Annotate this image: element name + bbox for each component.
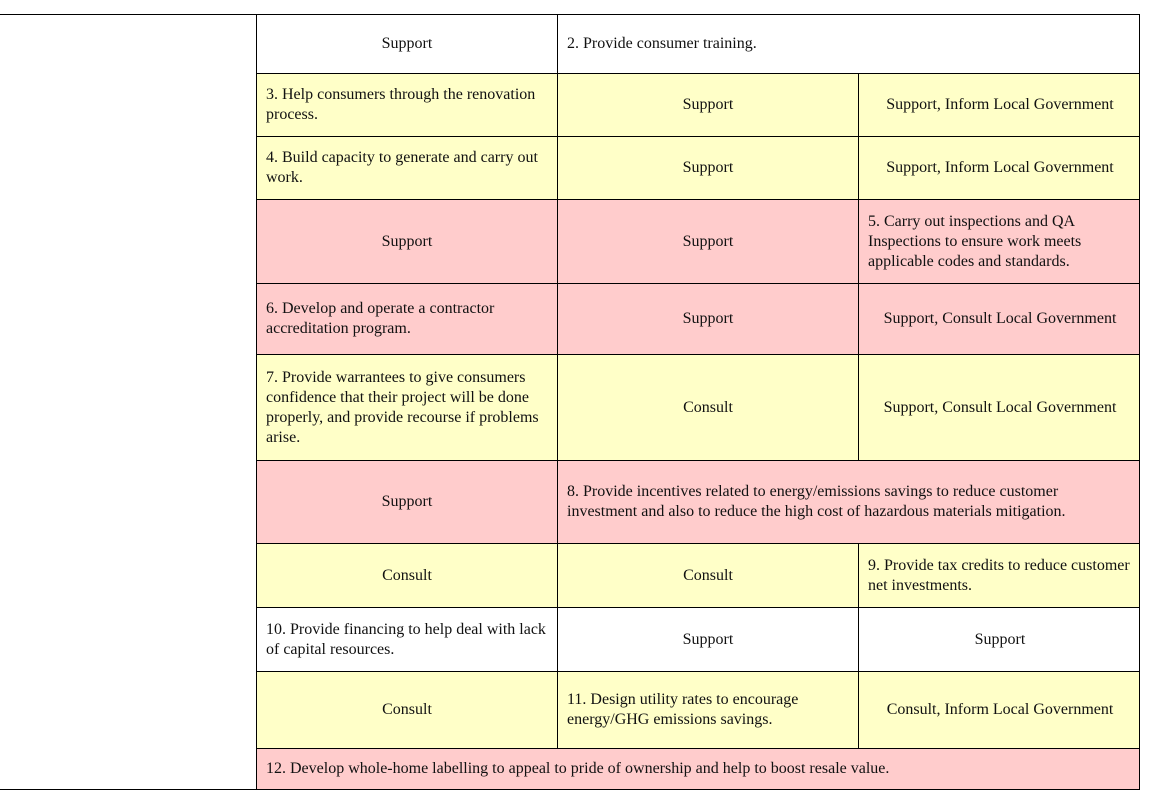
table-row	[257, 354, 1139, 460]
table-cell: 9. Provide tax credits to reduce customer net investments.	[858, 544, 1141, 607]
table-cell: Support, Inform Local Government	[858, 137, 1141, 199]
table-cell: 4. Build capacity to generate and carry out work.	[266, 149, 538, 186]
table-row	[257, 607, 1139, 671]
table-cell: Consult	[557, 544, 858, 607]
table-cell: Consult	[382, 566, 432, 584]
table-cell: Support	[557, 74, 858, 136]
table-cell: Consult, Inform Local Government	[858, 672, 1141, 748]
table-cell: Support, Consult Local Government	[858, 355, 1141, 460]
table-cell: 5. Carry out inspections and QA Inspections to ensure work meets applicable codes and standards.	[858, 200, 1141, 283]
table-cell: Support	[557, 137, 858, 199]
table-cell: 8. Provide incentives related to energy/emissions savings to reduce customer investment and also to reduce the high cost of hazardous materials mitigation.	[557, 461, 1141, 543]
table-row	[257, 73, 1139, 136]
table-cell: 2. Provide consumer training.	[557, 15, 1141, 73]
table-cell: Consult	[557, 355, 858, 460]
responsibility-table	[256, 14, 1140, 790]
table-cell: Support	[557, 284, 858, 354]
table-cell: Support, Inform Local Government	[858, 74, 1141, 136]
table-cell: Support	[381, 493, 433, 510]
table-row	[257, 199, 1139, 283]
table-cell: Support	[858, 608, 1141, 671]
table-cell: Support	[381, 232, 433, 250]
table-cell: Support, Consult Local Government	[858, 284, 1141, 354]
table-row	[257, 460, 1139, 543]
left-margin-panel	[0, 14, 257, 790]
table-cell: 7. Provide warrantees to give consumers confidence that their project will be done properly, and provide recourse if problems arise.	[266, 368, 539, 446]
table-cell: 10. Provide financing to help deal with lack of capital resources.	[266, 620, 546, 658]
table-cell: Consult	[382, 701, 432, 718]
table-row	[257, 136, 1139, 199]
table-cell: 11. Design utility rates to encourage energy/GHG emissions savings.	[557, 672, 858, 748]
table-row	[257, 283, 1139, 354]
table-cell: Support	[557, 608, 858, 671]
table-row	[257, 543, 1139, 607]
table-cell: 12. Develop whole-home labelling to appeal to pride of ownership and help to boost resale value.	[266, 760, 890, 777]
table-row	[257, 15, 1139, 73]
table-cell: 3. Help consumers through the renovation process.	[266, 86, 536, 123]
table-row	[257, 671, 1139, 748]
table-cell: 6. Develop and operate a contractor accreditation program.	[266, 300, 495, 337]
table-row	[257, 748, 1139, 789]
table-cell: Support	[557, 200, 858, 283]
table-cell: Support	[381, 35, 433, 52]
